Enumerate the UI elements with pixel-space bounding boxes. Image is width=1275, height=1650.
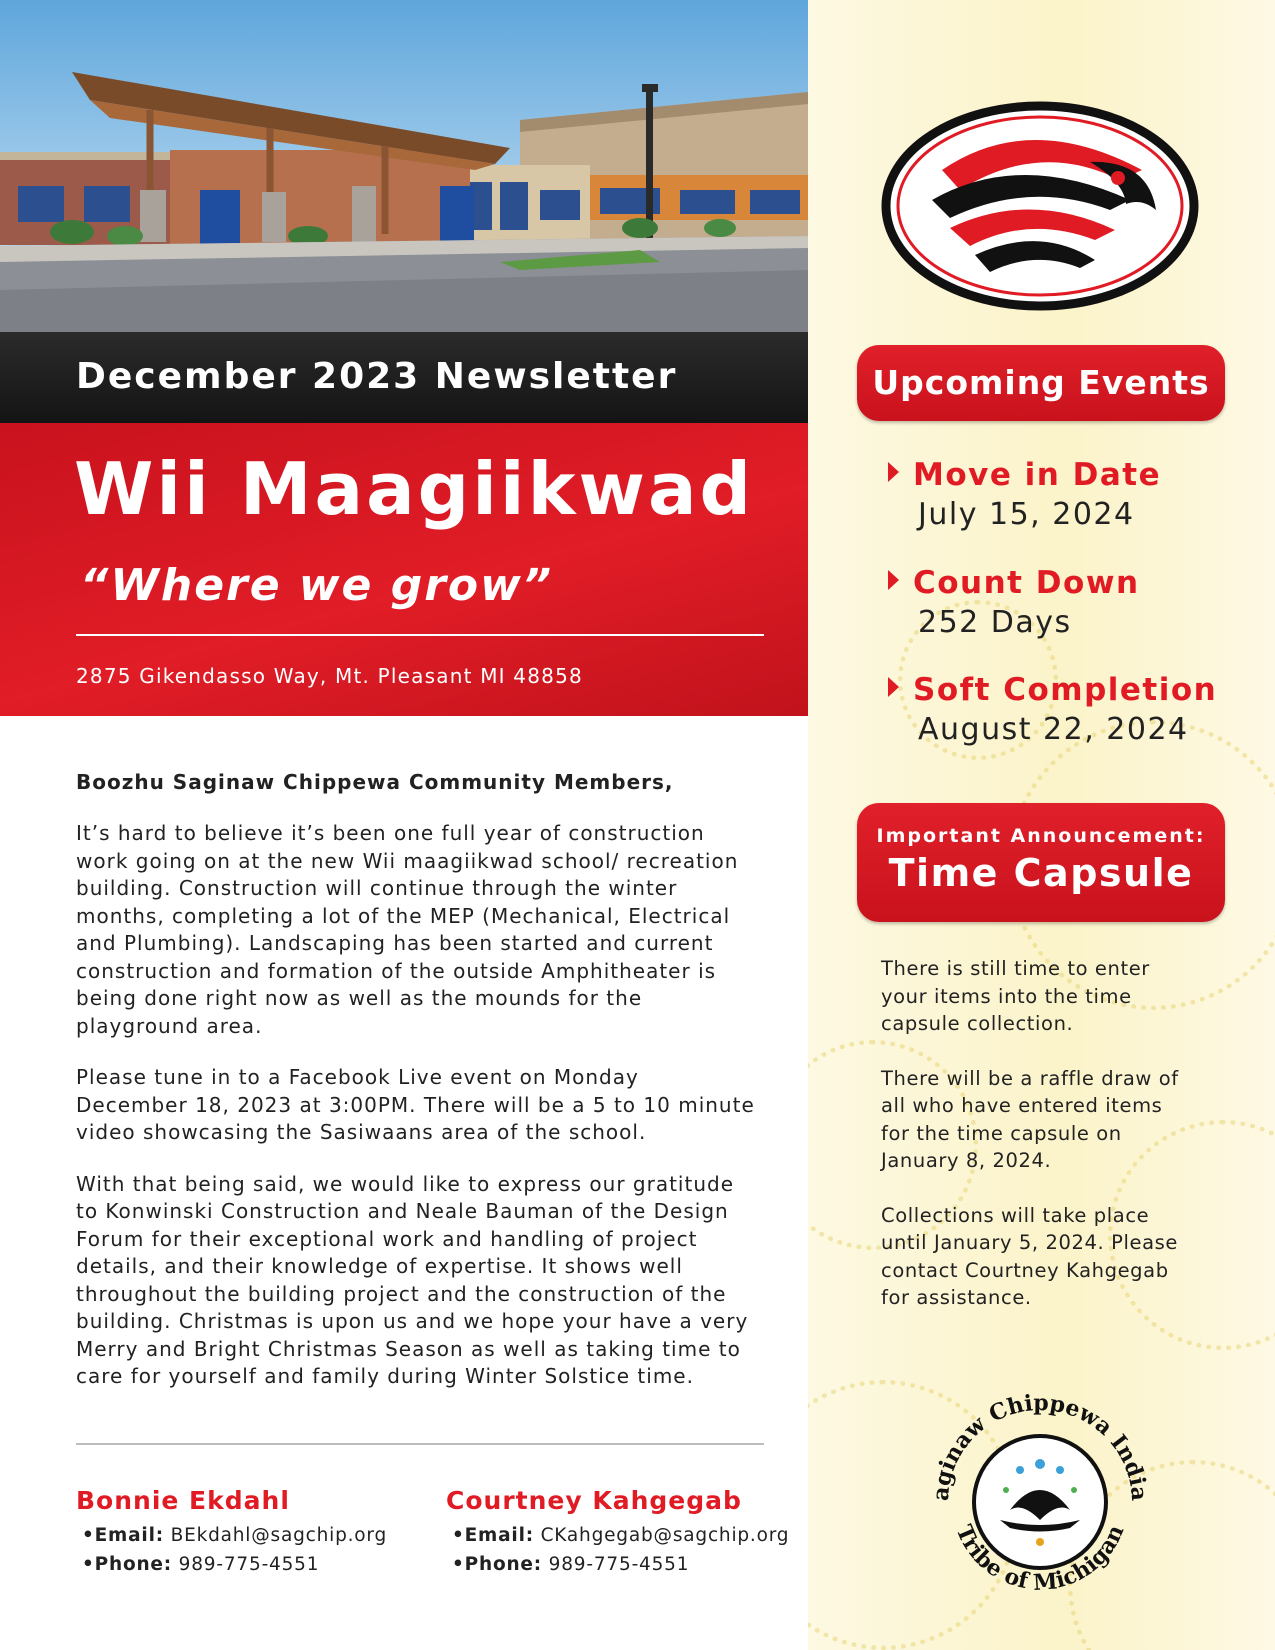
event-label: Move in Date xyxy=(913,457,1162,493)
phone-label: •Phone: xyxy=(452,1554,542,1575)
letter-paragraph: It’s hard to believe it’s been one full year of construction work going on at the new Wii maagiikwad school/ recreation building. Construction will continue through the winter months, completing a lot of the MEP (Mechanical, Electrical and Plumbing). Landscaping has been started and current construction and formation of the outside Amphitheater is being done right now as well as the mounds for the playground area. xyxy=(76,821,739,1038)
event-item xyxy=(888,672,1217,747)
contact-name: Bonnie Ekdahl xyxy=(76,1486,290,1515)
letter-paragraph: With that being said, we would like to express our gratitude to Konwinski Construction and Neale Bauman of the Design Forum for their exceptional work and handling of project details, and their knowledge of expertise. It shows well throughout the building project and the construction of the building. Christmas is upon us and we hope your have a very Merry and Bright Christmas Season as well as taking time to care for yourself and family during Winter Solstice time. xyxy=(76,1171,749,1388)
event-item xyxy=(888,457,1161,532)
announcement-paragraph: Collections will take place until January 5, 2024. Please contact Courtney Kahgegab for assistance. xyxy=(881,1203,1179,1309)
announcement-paragraph: There is still time to enter your items into the time capsule collection. xyxy=(881,957,1150,1035)
event-label: Count Down xyxy=(913,565,1140,601)
greeting: Boozhu Saginaw Chippewa Community Members, xyxy=(76,770,674,794)
announcement-header xyxy=(857,803,1225,922)
event-label: Soft Completion xyxy=(913,672,1218,708)
seal-top-text: aginaw Chippewa India xyxy=(927,1389,1153,1502)
event-item xyxy=(888,565,1140,640)
event-value: July 15, 2024 xyxy=(918,497,1135,532)
contact-card xyxy=(446,1486,789,1583)
announcement-body xyxy=(881,955,1181,1339)
contacts-divider xyxy=(76,1443,764,1445)
contact-card xyxy=(76,1486,387,1583)
address: 2875 Gikendasso Way, Mt. Pleasant MI 48858 xyxy=(76,664,583,688)
events-heading: Upcoming Events xyxy=(872,363,1210,402)
caret-right-icon xyxy=(888,677,899,697)
contact-email[interactable]: CKahgegab@sagchip.org xyxy=(540,1525,790,1546)
seal-bottom-text: Tribe of Michigan xyxy=(950,1521,1130,1596)
eagle-logo xyxy=(880,100,1200,312)
tagline: “Where we grow” xyxy=(80,560,554,611)
caret-right-icon xyxy=(888,570,899,590)
school-building-illustration xyxy=(0,0,808,332)
event-value: 252 Days xyxy=(918,605,1072,640)
announcement-kicker: Important Announcement: xyxy=(876,825,1206,847)
announcement-title: Time Capsule xyxy=(888,851,1194,895)
email-label: •Email: xyxy=(82,1525,164,1546)
tribal-seal-logo xyxy=(920,1370,1160,1610)
email-label: •Email: xyxy=(452,1525,534,1546)
letter-paragraph: Please tune in to a Facebook Live event on Monday December 18, 2023 at 3:00PM. There will be a 5 to 10 minute video showcasing the Sasiwaans area of the school. xyxy=(76,1065,755,1144)
upcoming-events-header xyxy=(857,345,1225,421)
contact-phone[interactable]: 989-775-4551 xyxy=(548,1554,690,1575)
letter-body xyxy=(76,770,756,1415)
event-value: August 22, 2024 xyxy=(918,712,1189,747)
phone-label: •Phone: xyxy=(82,1554,172,1575)
contact-name: Courtney Kahgegab xyxy=(446,1486,742,1515)
title-divider xyxy=(76,634,764,636)
contact-phone[interactable]: 989-775-4551 xyxy=(178,1554,320,1575)
page-title: Wii Maagiikwad xyxy=(74,447,755,531)
announcement-paragraph: There will be a raffle draw of all who have entered items for the time capsule on January 8, 2024. xyxy=(881,1066,1179,1172)
newsletter-issue: December 2023 Newsletter xyxy=(76,356,678,397)
caret-right-icon xyxy=(888,462,899,482)
contact-email[interactable]: BEkdahl@sagchip.org xyxy=(170,1525,388,1546)
